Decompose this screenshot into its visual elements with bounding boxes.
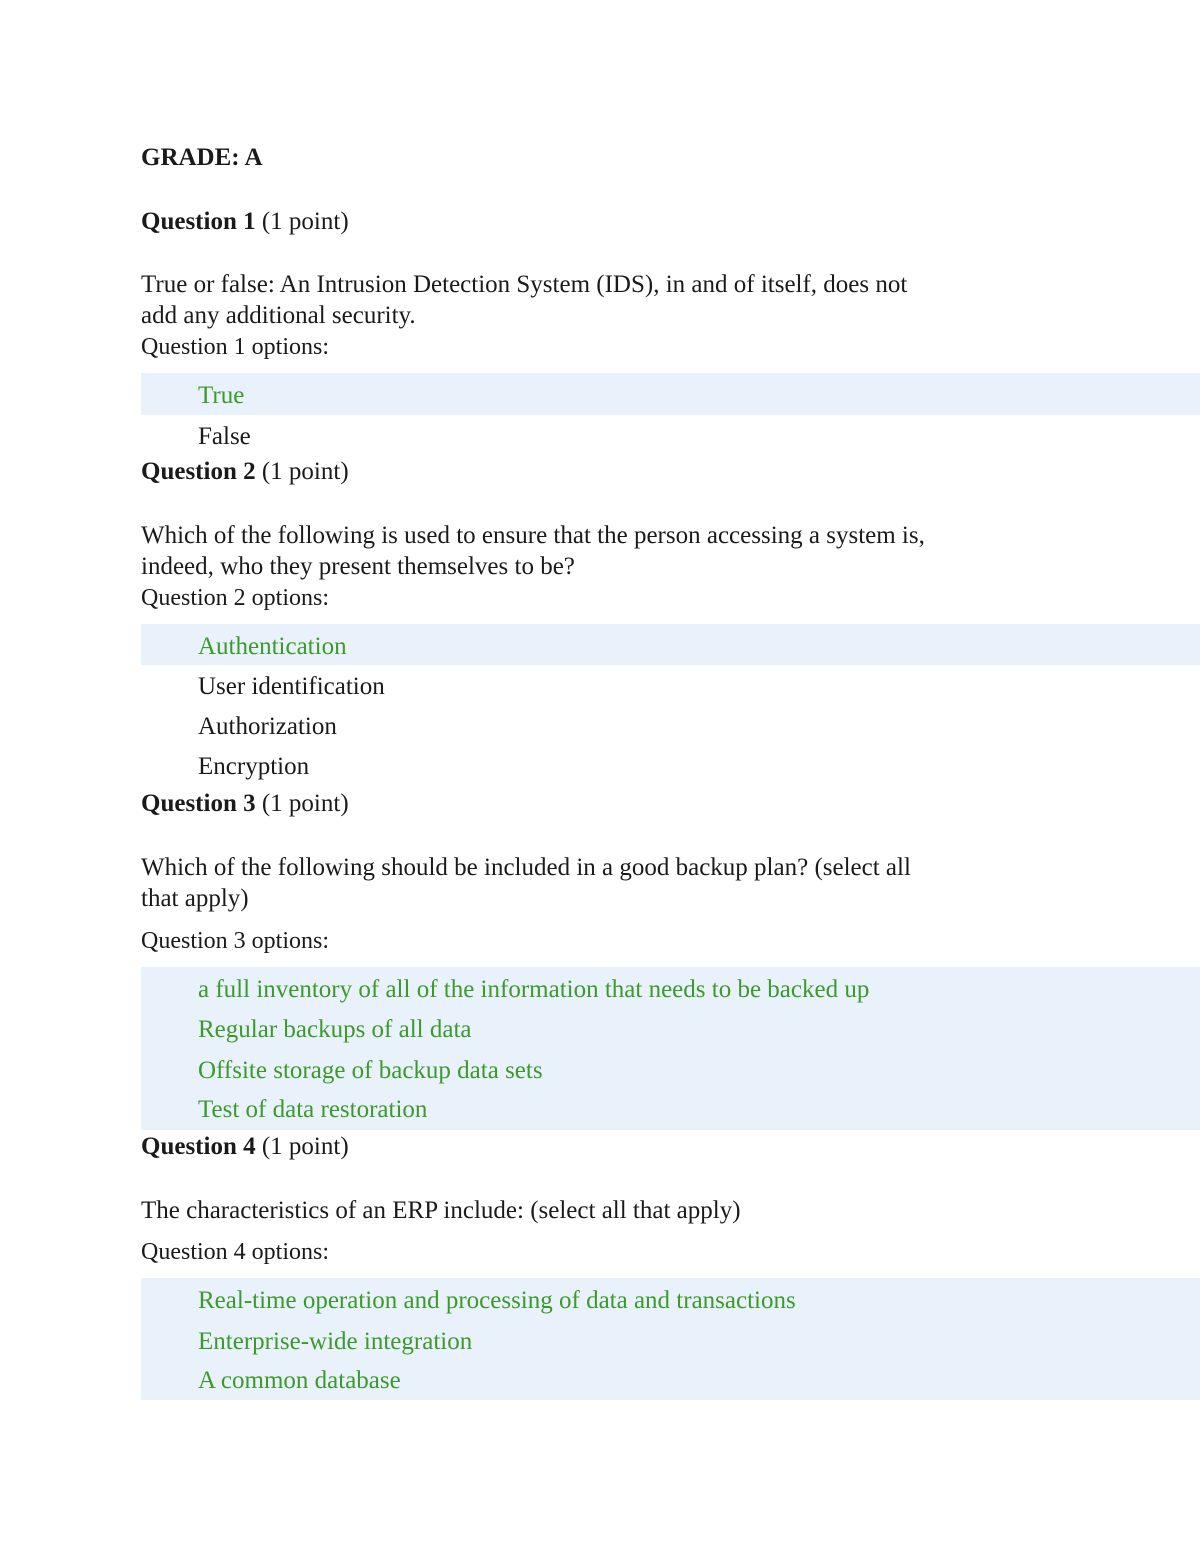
question-4-option-2[interactable]: Enterprise-wide integration: [198, 1328, 473, 1355]
question-4-heading: [141, 1131, 349, 1162]
question-2-points: (1 point): [261, 458, 349, 485]
question-2-option-3[interactable]: Authorization: [198, 713, 337, 740]
question-1-heading: [141, 206, 349, 237]
question-1-points: (1 point): [261, 208, 349, 235]
question-3-option-2[interactable]: Regular backups of all data: [198, 1016, 472, 1043]
question-3-option-3[interactable]: Offsite storage of backup data sets: [198, 1057, 543, 1084]
answer-highlight: [141, 373, 1200, 415]
question-2-label: Question 2: [141, 458, 256, 485]
question-3-text-line1: Which of the following should be included in a good backup plan? (select all: [141, 854, 911, 881]
question-1-option-2[interactable]: False: [198, 423, 251, 450]
question-1-text-line1: True or false: An Intrusion Detection System (IDS), in and of itself, does not: [141, 271, 908, 298]
question-4-points: (1 point): [261, 1133, 349, 1160]
question-2-option-2[interactable]: User identification: [198, 673, 385, 700]
question-4-option-3[interactable]: A common database: [198, 1367, 401, 1394]
question-4-option-1[interactable]: Real-time operation and processing of data and transactions: [198, 1287, 796, 1314]
question-3-label: Question 3: [141, 790, 256, 817]
question-2-option-1[interactable]: Authentication: [198, 633, 347, 660]
question-1-options-label: Question 1 options:: [141, 334, 330, 360]
question-2-option-4[interactable]: Encryption: [198, 753, 310, 780]
question-3-points: (1 point): [261, 790, 349, 817]
question-2-text-line1: Which of the following is used to ensure that the person accessing a system is,: [141, 522, 925, 549]
question-3-text-line2: that apply): [141, 885, 249, 912]
question-1-text-line2: add any additional security.: [141, 302, 416, 329]
question-4-text-line1: The characteristics of an ERP include: (select all that apply): [141, 1197, 741, 1224]
question-2-options-label: Question 2 options:: [141, 585, 330, 611]
question-4-options-label: Question 4 options:: [141, 1239, 330, 1265]
question-3-option-1[interactable]: a full inventory of all of the information that needs to be backed up: [198, 976, 870, 1003]
grade-heading: GRADE: A: [141, 144, 263, 171]
question-1-option-1[interactable]: True: [198, 382, 245, 409]
question-4-label: Question 4: [141, 1133, 256, 1160]
question-2-heading: [141, 456, 349, 487]
question-1-label: Question 1: [141, 208, 256, 235]
question-3-heading: [141, 788, 349, 819]
question-3-options-label: Question 3 options:: [141, 928, 330, 954]
question-3-option-4[interactable]: Test of data restoration: [198, 1096, 428, 1123]
question-2-text-line2: indeed, who they present themselves to be?: [141, 553, 575, 580]
